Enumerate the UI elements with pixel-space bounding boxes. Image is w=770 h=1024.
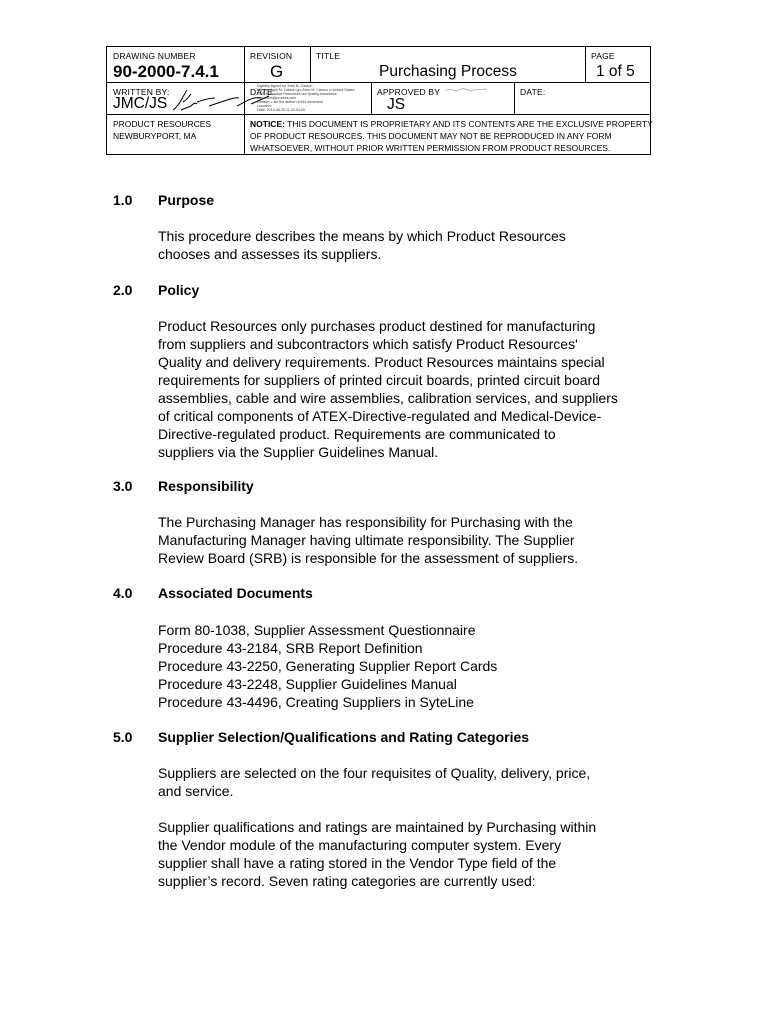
paragraph-line: from suppliers and subcontractors which satisfy Product Resources': [158, 336, 578, 352]
document-reference: Procedure 43-2184, SRB Report Definition: [158, 640, 423, 656]
section-paragraph: [158, 818, 648, 890]
company-name: PRODUCT RESOURCES: [113, 119, 212, 129]
paragraph-line: Product Resources only purchases product destined for manufacturing: [158, 318, 596, 334]
approval-signature: [443, 85, 493, 95]
header-col-divider: [310, 47, 311, 82]
paragraph-line: and service.: [158, 783, 234, 799]
section-number: 2.0: [113, 282, 133, 298]
written-by-value: JMC/JS: [113, 95, 168, 112]
document-reference: Form 80-1038, Supplier Assessment Questionnaire: [158, 622, 476, 638]
notice-label: NOTICE:: [250, 119, 285, 129]
digital-signature-line: Location:: [257, 104, 272, 108]
section-paragraph: [158, 764, 648, 800]
paragraph-line: Quality and delivery requirements. Product Resources maintains special: [158, 354, 605, 370]
paragraph-line: of critical components of ATEX-Directive-regulated and Medical-Device-: [158, 408, 602, 424]
document-title: Purchasing Process: [379, 63, 517, 80]
paragraph-line: assemblies, cable and wire assemblies, calibration services, and suppliers: [158, 390, 618, 406]
paragraph-line: The Purchasing Manager has responsibility for Purchasing with the: [158, 514, 573, 530]
paragraph-line: suppliers via the Supplier Guidelines Manual.: [158, 444, 439, 460]
digital-signature-line: Reason: I am the author of this document: [257, 100, 323, 104]
digital-signature-line: Date: 2014-08-29 11:43-04:00: [257, 108, 305, 112]
paragraph-line: Review Board (SRB) is responsible for the assessment of suppliers.: [158, 550, 579, 566]
document-reference: Procedure 43-2250, Generating Supplier Report Cards: [158, 658, 498, 674]
paragraph-line: Suppliers are selected on the four requisites of Quality, delivery, price,: [158, 765, 591, 781]
header-row-divider: [107, 82, 649, 83]
document-reference: Procedure 43-2248, Supplier Guidelines Manual: [158, 676, 457, 692]
section-title: Responsibility: [158, 478, 254, 494]
drawing-number-label: DRAWING NUMBER: [113, 51, 196, 61]
paragraph-line: the Vendor module of the manufacturing computer system. Every: [158, 837, 562, 853]
digital-signature-line: Digitally signed by John M. Carson: [257, 84, 313, 88]
section-title: Supplier Selection/Qualifications and Rating Categories: [158, 729, 530, 745]
section-title: Policy: [158, 282, 200, 298]
approved-by-value: JS: [387, 96, 406, 113]
header-col-divider: [585, 47, 586, 82]
paragraph-line: supplier’s record. Seven rating categories are currently used:: [158, 873, 536, 889]
header-row-divider: [107, 114, 649, 115]
written-by-label: WRITTEN BY:: [113, 87, 170, 97]
section-title: Associated Documents: [158, 585, 313, 601]
section-title: Purpose: [158, 192, 215, 208]
associated-documents-list: [158, 621, 648, 711]
revision-label: REVISION: [250, 51, 293, 61]
header-col-divider: [371, 82, 372, 114]
digital-signature-line: e=jcarson@prodres.com: [257, 96, 297, 100]
paragraph-line: chooses and assesses its suppliers.: [158, 246, 382, 262]
approved-by-label: APPROVED BY: [377, 87, 441, 97]
section-paragraph: [158, 317, 648, 461]
paragraph-line: Directive-regulated product. Requirements are communicated to: [158, 426, 556, 442]
digital-signature-line: DN: cn=John M. Carson gn=John M. Carson c=United States: [257, 88, 355, 92]
notice-line: OF PRODUCT RESOURCES. THIS DOCUMENT MAY NOT BE REPRODUCED IN ANY FORM: [250, 131, 612, 141]
notice-line: [250, 118, 653, 130]
paragraph-line: Manufacturing Manager having ultimate responsibility. The Supplier: [158, 532, 575, 548]
page-label: PAGE: [591, 51, 615, 61]
paragraph-line: requirements for suppliers of printed circuit boards, printed circuit board: [158, 372, 600, 388]
document-reference: Procedure 43-4496, Creating Suppliers in SyteLine: [158, 694, 474, 710]
notice-line: WHATSOEVER, WITHOUT PRIOR WRITTEN PERMISSION FROM PRODUCT RESOURCES.: [250, 143, 611, 153]
section-number: 1.0: [113, 192, 133, 208]
paragraph-line: supplier shall have a rating stored in the Vendor Type field of the: [158, 855, 557, 871]
revision-value: G: [270, 62, 284, 81]
notice-text: THIS DOCUMENT IS PROPRIETARY AND ITS CONTENTS ARE THE EXCLUSIVE PROPERTY: [284, 119, 653, 129]
page-number: 1 of 5: [596, 63, 635, 80]
paragraph-line: Supplier qualifications and ratings are maintained by Purchasing within: [158, 819, 597, 835]
section-paragraph: [158, 227, 648, 263]
title-label: TITLE: [316, 51, 341, 61]
section-paragraph: [158, 513, 648, 567]
date-label: DATE:: [520, 87, 546, 97]
paragraph-line: This procedure describes the means by which Product Resources: [158, 228, 566, 244]
drawing-number: 90-2000-7.4.1: [113, 62, 219, 81]
digital-signature-line: l=US o=Product Resources ou=Quality Assurance: [257, 92, 337, 96]
company-location: NEWBURYPORT, MA: [113, 131, 197, 141]
section-number: 4.0: [113, 585, 133, 601]
date-label: DATE:: [250, 87, 276, 97]
header-col-divider: [514, 82, 515, 114]
document-header-table: [106, 46, 651, 155]
section-number: 5.0: [113, 729, 133, 745]
section-number: 3.0: [113, 478, 133, 494]
